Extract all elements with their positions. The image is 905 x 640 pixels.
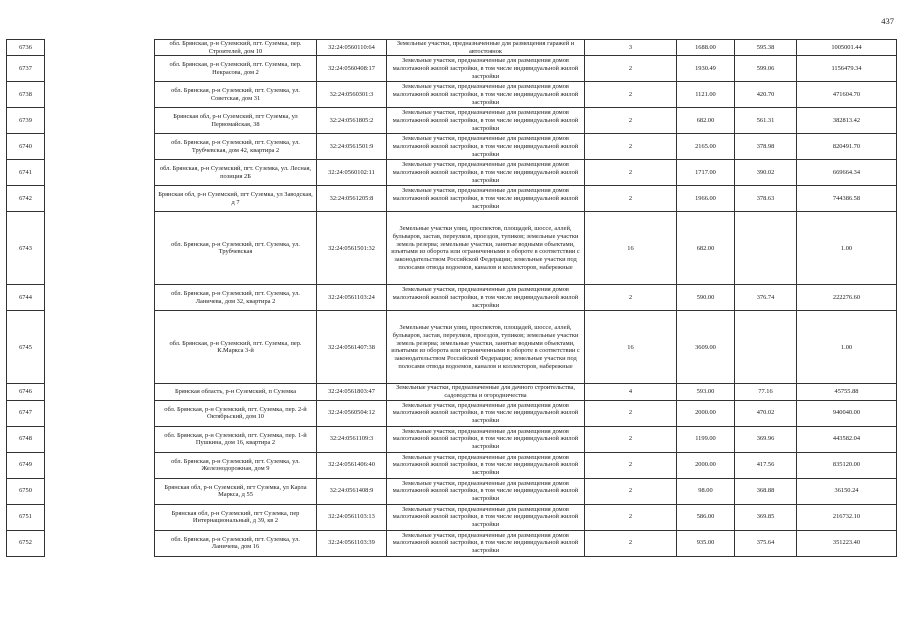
row-group: 2 [585,504,677,530]
row-group: 2 [585,478,677,504]
row-rate: 599.06 [735,56,797,82]
cadastral-value-table [6,39,897,557]
row-cadastral-number: 32:24:0560301:3 [317,82,387,108]
row-address: обл. Брянская, р-н Суземский, пгт. Суземка, ул. Трубчевская [155,212,317,285]
row-cadastral-value: 351223.40 [797,530,897,556]
row-spacer [45,186,155,212]
row-id: 6741 [7,160,45,186]
row-spacer [45,426,155,452]
row-address: обл. Брянская, р-н Суземский, пгт. Суземка, ул. Трубчевская, дом 42, квартира 2 [155,134,317,160]
table-row [7,400,897,426]
row-land-use: Земельные участки, предназначенные для размещения домов малоэтажной жилой застройки, в том числе индивидуальной жилой застройки [387,504,585,530]
row-cadastral-number: 32:24:0561109:3 [317,426,387,452]
row-address: обл. Брянская, р-н Суземский, пгт. Суземка, пер. Некрасова, дом 2 [155,56,317,82]
row-land-use: Земельные участки, предназначенные для размещения домов малоэтажной жилой застройки, в том числе индивидуальной жилой застройки [387,285,585,311]
row-rate: 420.70 [735,82,797,108]
row-rate: 368.88 [735,478,797,504]
row-land-use: Земельные участки улиц, проспектов, площадей, шоссе, аллей, бульваров, застав, переулков, проездов, тупиков; земельные участки земель резерва; земельные участки, занятые водными объектами, изъятыми из оборота или ограниченными в обороте в соответствии с законодательством Российской Федерации; земельные участки под полосами отвода водоемов, каналов и коллекторов, набережные [387,311,585,384]
row-id: 6751 [7,504,45,530]
row-area: 593.00 [677,384,735,400]
row-cadastral-number: 32:24:0561803:47 [317,384,387,400]
row-group: 16 [585,212,677,285]
row-address: обл. Брянская, р-н Суземский, пгт. Суземка, ул. Ланичева, дом 32, квартира 2 [155,285,317,311]
row-cadastral-value: 382813.42 [797,108,897,134]
row-address: обл. Брянская, р-н Суземский, пгт. Суземка, ул. Советская, дом 31 [155,82,317,108]
row-group: 2 [585,452,677,478]
row-land-use: Земельные участки, предназначенные для размещения домов малоэтажной жилой застройки, в том числе индивидуальной жилой застройки [387,452,585,478]
row-cadastral-value: 1.00 [797,212,897,285]
row-cadastral-number: 32:24:0561805:2 [317,108,387,134]
row-rate: 369.96 [735,426,797,452]
row-address: Брянская обл, р-н Суземский, пгт Суземка, ул Заводская, д 7 [155,186,317,212]
row-cadastral-value: 835120.00 [797,452,897,478]
row-area: 586.00 [677,504,735,530]
row-area: 935.00 [677,530,735,556]
row-spacer [45,478,155,504]
row-group: 2 [585,400,677,426]
row-land-use: Земельные участки, предназначенные для дачного строительства, садоводства и огородничества [387,384,585,400]
row-cadastral-number: 32:24:0561501:9 [317,134,387,160]
row-rate: 595.38 [735,40,797,56]
row-area: 1717.00 [677,160,735,186]
row-id: 6744 [7,285,45,311]
row-id: 6746 [7,384,45,400]
row-address: Брянская обл, р-н Суземский, пгт Суземка, пер Интернациональный, д 39, кв 2 [155,504,317,530]
row-address: обл. Брянская, р-н Суземский, пгт. Суземка, ул. Ланичева, дом 16 [155,530,317,556]
row-rate: 390.02 [735,160,797,186]
row-spacer [45,452,155,478]
row-cadastral-number: 32:24:0561103:24 [317,285,387,311]
row-cadastral-number: 32:24:0561408:9 [317,478,387,504]
row-cadastral-number: 32:24:0560504:12 [317,400,387,426]
row-area: 98.00 [677,478,735,504]
row-id: 6739 [7,108,45,134]
row-land-use: Земельные участки, предназначенные для размещения домов малоэтажной жилой застройки, в том числе индивидуальной жилой застройки [387,108,585,134]
row-group: 16 [585,311,677,384]
row-rate: 378.98 [735,134,797,160]
row-cadastral-number: 32:24:0561501:32 [317,212,387,285]
row-cadastral-number: 32:24:0561406:40 [317,452,387,478]
table-row [7,160,897,186]
row-cadastral-number: 32:24:0561407:38 [317,311,387,384]
row-spacer [45,160,155,186]
row-spacer [45,40,155,56]
row-spacer [45,530,155,556]
row-land-use: Земельные участки, предназначенные для размещения домов малоэтажной жилой застройки, в том числе индивидуальной жилой застройки [387,530,585,556]
row-group: 2 [585,56,677,82]
row-area: 2000.00 [677,452,735,478]
table-row [7,108,897,134]
row-address: обл. Брянская, р-н Суземский, пгт. Суземка, пер. 2-й Октябрьский, дом 10 [155,400,317,426]
row-group: 2 [585,285,677,311]
row-area: 2000.00 [677,400,735,426]
row-land-use: Земельные участки, предназначенные для размещения домов малоэтажной жилой застройки, в том числе индивидуальной жилой застройки [387,426,585,452]
row-rate: 470.02 [735,400,797,426]
row-land-use: Земельные участки, предназначенные для размещения домов малоэтажной жилой застройки, в том числе индивидуальной жилой застройки [387,186,585,212]
table-row [7,426,897,452]
row-group: 3 [585,40,677,56]
row-area: 682.00 [677,212,735,285]
table-row [7,82,897,108]
row-id: 6736 [7,40,45,56]
table-row [7,186,897,212]
row-spacer [45,108,155,134]
row-spacer [45,285,155,311]
row-area: 1199.00 [677,426,735,452]
row-cadastral-value: 216732.10 [797,504,897,530]
row-address: обл. Брянская, р-н Суземский, пгт. Суземка, пер. 1-й Пушкина, дом 16, квартира 2 [155,426,317,452]
row-area: 1688.00 [677,40,735,56]
row-area: 2165.00 [677,134,735,160]
row-cadastral-value: 471604.70 [797,82,897,108]
row-id: 6742 [7,186,45,212]
table-row [7,452,897,478]
row-area: 682.00 [677,108,735,134]
row-address: обл. Брянская, р-н Суземский, пгт. Суземка, пер. К.Маркса 3-й [155,311,317,384]
row-cadastral-value: 1.00 [797,311,897,384]
row-spacer [45,212,155,285]
row-spacer [45,384,155,400]
row-id: 6737 [7,56,45,82]
row-cadastral-number: 32:24:0560110:64 [317,40,387,56]
table-row [7,40,897,56]
row-cadastral-number: 32:24:0560408:17 [317,56,387,82]
row-group: 2 [585,108,677,134]
row-id: 6747 [7,400,45,426]
table-row [7,384,897,400]
row-id: 6748 [7,426,45,452]
row-spacer [45,56,155,82]
row-rate: 378.63 [735,186,797,212]
row-id: 6749 [7,452,45,478]
table-row [7,478,897,504]
row-group: 2 [585,82,677,108]
row-cadastral-value: 222276.60 [797,285,897,311]
row-group: 2 [585,160,677,186]
row-cadastral-value: 1005001.44 [797,40,897,56]
row-group: 2 [585,530,677,556]
row-id: 6745 [7,311,45,384]
row-spacer [45,311,155,384]
row-spacer [45,134,155,160]
row-cadastral-number: 32:24:0561205:8 [317,186,387,212]
row-land-use: Земельные участки, предназначенные для размещения домов малоэтажной жилой застройки, в том числе индивидуальной жилой застройки [387,56,585,82]
page-number: 437 [881,16,894,26]
row-cadastral-value: 45755.88 [797,384,897,400]
row-address: Брянская обл, р-н Суземский, пгт Суземка, ул Первомайская, 38 [155,108,317,134]
row-address: обл. Брянская, р-н Суземский, пгт. Суземка, ул. Железнодорожная, дом 9 [155,452,317,478]
row-cadastral-value: 669664.34 [797,160,897,186]
row-spacer [45,400,155,426]
row-address: обл. Брянская, р-н Суземский, пгт. Суземка, ул. Лесная, позиция 2Б [155,160,317,186]
row-cadastral-value: 940040.00 [797,400,897,426]
row-cadastral-value: 443582.04 [797,426,897,452]
row-address: Брянская область, р-н Суземский, п Суземка [155,384,317,400]
row-group: 2 [585,134,677,160]
row-id: 6752 [7,530,45,556]
row-group: 2 [585,186,677,212]
row-cadastral-value: 744386.58 [797,186,897,212]
table-row [7,212,897,285]
row-cadastral-value: 820491.70 [797,134,897,160]
table-row [7,285,897,311]
row-id: 6750 [7,478,45,504]
row-land-use: Земельные участки, предназначенные для размещения домов малоэтажной жилой застройки, в том числе индивидуальной жилой застройки [387,82,585,108]
row-rate [735,212,797,285]
row-cadastral-number: 32:24:0561103:13 [317,504,387,530]
row-cadastral-value: 36150.24 [797,478,897,504]
row-rate: 376.74 [735,285,797,311]
row-land-use: Земельные участки, предназначенные для размещения домов малоэтажной жилой застройки, в том числе индивидуальной жилой застройки [387,160,585,186]
row-rate [735,311,797,384]
table-row [7,56,897,82]
table-row [7,530,897,556]
row-rate: 417.56 [735,452,797,478]
row-address: Брянская обл, р-н Суземский, пгт Суземка, ул Карла Маркса, д 55 [155,478,317,504]
row-spacer [45,82,155,108]
row-rate: 77.16 [735,384,797,400]
row-land-use: Земельные участки, предназначенные для размещения домов малоэтажной жилой застройки, в том числе индивидуальной жилой застройки [387,400,585,426]
row-id: 6740 [7,134,45,160]
table-row [7,311,897,384]
row-area: 3609.00 [677,311,735,384]
row-area: 1930.49 [677,56,735,82]
row-cadastral-value: 1156479.34 [797,56,897,82]
row-land-use: Земельные участки улиц, проспектов, площадей, шоссе, аллей, бульваров, застав, переулков, проездов, тупиков; земельные участки земель резерва; земельные участки, занятые водными объектами, изъятыми из оборота или ограниченными в обороте в соответствии с законодательством Российской Федерации; земельные участки под полосами отвода водоемов, каналов и коллекторов, набережные [387,212,585,285]
row-area: 590.00 [677,285,735,311]
row-group: 2 [585,426,677,452]
row-cadastral-number: 32:24:0561103:39 [317,530,387,556]
row-rate: 369.85 [735,504,797,530]
row-spacer [45,504,155,530]
table-row [7,504,897,530]
row-land-use: Земельные участки, предназначенные для размещения домов малоэтажной жилой застройки, в том числе индивидуальной жилой застройки [387,134,585,160]
table-row [7,134,897,160]
row-rate: 561.31 [735,108,797,134]
row-area: 1966.00 [677,186,735,212]
row-rate: 375.64 [735,530,797,556]
row-id: 6738 [7,82,45,108]
row-id: 6743 [7,212,45,285]
row-group: 4 [585,384,677,400]
row-area: 1121.00 [677,82,735,108]
row-cadastral-number: 32:24:0560102:11 [317,160,387,186]
row-land-use: Земельные участки, предназначенные для размещения домов малоэтажной жилой застройки, в том числе индивидуальной жилой застройки [387,478,585,504]
row-land-use: Земельные участки, предназначенные для размещения гаражей и автостоянок [387,40,585,56]
row-address: обл. Брянская, р-н Суземский, пгт. Суземка, пер. Строителей, дом 10 [155,40,317,56]
